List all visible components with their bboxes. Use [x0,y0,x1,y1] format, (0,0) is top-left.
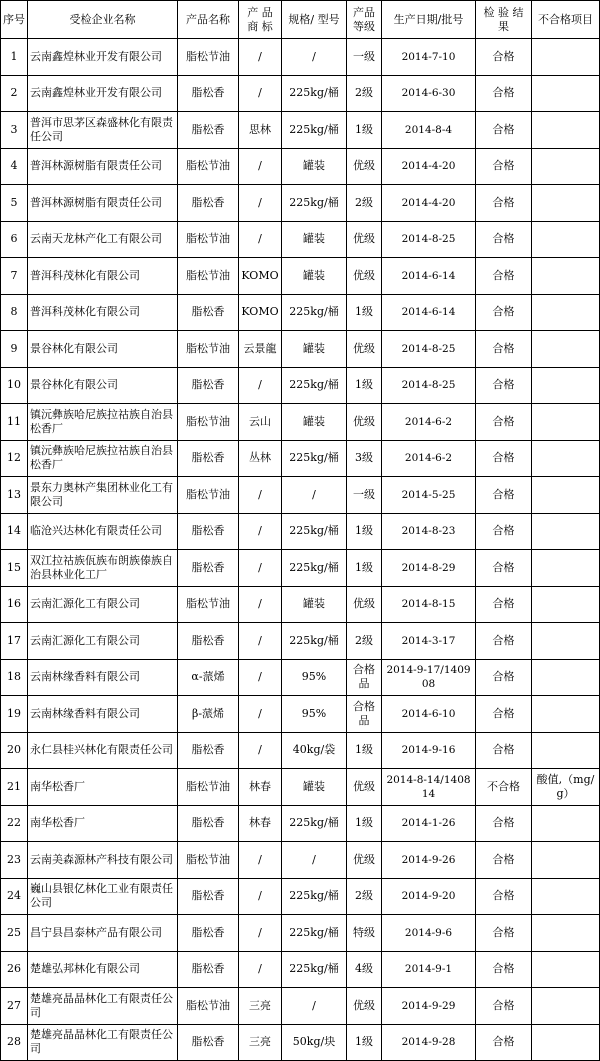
cell-company: 南华松香厂 [28,805,178,842]
cell-spec: 罐装 [282,769,347,806]
cell-brand: / [239,915,282,952]
cell-grade: 2级 [347,878,382,915]
cell-date: 2014-9-6 [382,915,476,952]
table-row [1,39,600,76]
cell-result: 合格 [476,696,532,733]
cell-product: 脂松香 [178,513,239,550]
cell-result: 合格 [476,294,532,331]
cell-brand: 三亮 [239,1024,282,1061]
cell-spec: 225kg/桶 [282,623,347,660]
cell-result: 合格 [476,221,532,258]
col-header-company: 受检企业名称 [28,1,178,39]
cell-company: 楚雄亮晶晶林化工有限责任公司 [28,1024,178,1061]
cell-company: 临沧兴达林化有限责任公司 [28,513,178,550]
cell-brand: KOMO [239,258,282,295]
cell-result: 合格 [476,623,532,660]
cell-no: 12 [1,440,28,477]
cell-brand: 思林 [239,112,282,149]
table-row [1,842,600,879]
cell-spec: 225kg/桶 [282,513,347,550]
cell-fail-items [532,586,600,623]
cell-product: 脂松节油 [178,331,239,368]
cell-product: 脂松香 [178,112,239,149]
cell-fail-items [532,550,600,587]
cell-fail-items [532,440,600,477]
cell-brand: / [239,39,282,76]
cell-brand: / [239,550,282,587]
cell-product: 脂松香 [178,805,239,842]
cell-no: 11 [1,404,28,441]
cell-company: 云南鑫煌林业开发有限公司 [28,39,178,76]
cell-fail-items [532,39,600,76]
cell-result: 合格 [476,915,532,952]
cell-no: 1 [1,39,28,76]
table-row [1,550,600,587]
cell-brand: 林春 [239,769,282,806]
cell-grade: 优级 [347,258,382,295]
table-row [1,732,600,769]
cell-company: 昌宁县昌泰林产品有限公司 [28,915,178,952]
cell-product: β-蒎烯 [178,696,239,733]
cell-fail-items: 酸值,（mg/g） [532,769,600,806]
cell-company: 巍山县银亿林化工业有限责任公司 [28,878,178,915]
cell-company: 镇沅彝族哈尼族拉祜族自治县松香厂 [28,440,178,477]
cell-date: 2014-8-23 [382,513,476,550]
cell-date: 2014-9-1 [382,951,476,988]
cell-company: 云南鑫煌林业开发有限公司 [28,75,178,112]
col-header-grade: 产品 等级 [347,1,382,39]
cell-result: 合格 [476,404,532,441]
cell-result: 合格 [476,185,532,222]
cell-company: 楚雄弘邦林化有限公司 [28,951,178,988]
cell-spec: / [282,39,347,76]
cell-fail-items [532,185,600,222]
cell-no: 5 [1,185,28,222]
cell-product: 脂松香 [178,878,239,915]
cell-company: 双江拉祜族佤族布朗族傣族自治县林业化工厂 [28,550,178,587]
cell-result: 合格 [476,367,532,404]
cell-brand: / [239,732,282,769]
table-row [1,75,600,112]
cell-product: 脂松节油 [178,404,239,441]
cell-fail-items [532,659,600,696]
cell-spec: 225kg/桶 [282,75,347,112]
cell-date: 2014-9-16 [382,732,476,769]
cell-result: 不合格 [476,769,532,806]
cell-brand: / [239,148,282,185]
cell-spec: 225kg/桶 [282,112,347,149]
cell-company: 云南天龙林产化工有限公司 [28,221,178,258]
cell-company: 云南汇源化工有限公司 [28,586,178,623]
cell-date: 2014-8-25 [382,221,476,258]
cell-fail-items [532,915,600,952]
cell-fail-items [532,951,600,988]
cell-product: 脂松香 [178,367,239,404]
cell-result: 合格 [476,148,532,185]
cell-date: 2014-9-26 [382,842,476,879]
cell-grade: 1级 [347,732,382,769]
cell-spec: / [282,477,347,514]
cell-date: 2014-9-28 [382,1024,476,1061]
cell-product: 脂松香 [178,440,239,477]
cell-no: 14 [1,513,28,550]
cell-no: 8 [1,294,28,331]
cell-date: 2014-6-14 [382,258,476,295]
cell-spec: 95% [282,696,347,733]
cell-brand: / [239,878,282,915]
cell-no: 7 [1,258,28,295]
cell-spec: 225kg/桶 [282,294,347,331]
cell-spec: 罐装 [282,221,347,258]
cell-spec: 95% [282,659,347,696]
cell-fail-items [532,331,600,368]
cell-no: 4 [1,148,28,185]
cell-no: 16 [1,586,28,623]
cell-company: 云南美森源林产科技有限公司 [28,842,178,879]
cell-fail-items [532,878,600,915]
cell-product: 脂松节油 [178,586,239,623]
cell-company: 景谷林化有限公司 [28,367,178,404]
cell-date: 2014-6-2 [382,440,476,477]
table-row [1,404,600,441]
cell-result: 合格 [476,586,532,623]
cell-product: 脂松节油 [178,842,239,879]
cell-company: 普洱科茂林化有限公司 [28,258,178,295]
cell-date: 2014-8-25 [382,331,476,368]
cell-result: 合格 [476,659,532,696]
cell-grade: 1级 [347,1024,382,1061]
cell-date: 2014-7-10 [382,39,476,76]
cell-grade: 一级 [347,477,382,514]
cell-result: 合格 [476,805,532,842]
cell-product: 脂松节油 [178,148,239,185]
cell-grade: 1级 [347,805,382,842]
cell-fail-items [532,75,600,112]
cell-spec: 50kg/块 [282,1024,347,1061]
cell-product: 脂松节油 [178,477,239,514]
table-row [1,769,600,806]
cell-grade: 优级 [347,221,382,258]
table-row [1,294,600,331]
cell-no: 3 [1,112,28,149]
cell-no: 2 [1,75,28,112]
cell-grade: 优级 [347,148,382,185]
cell-result: 合格 [476,75,532,112]
cell-no: 10 [1,367,28,404]
cell-spec: 225kg/桶 [282,805,347,842]
cell-result: 合格 [476,331,532,368]
cell-result: 合格 [476,732,532,769]
cell-fail-items [532,294,600,331]
cell-date: 2014-6-14 [382,294,476,331]
cell-fail-items [532,513,600,550]
cell-grade: 3级 [347,440,382,477]
cell-spec: 罐装 [282,404,347,441]
cell-no: 21 [1,769,28,806]
cell-spec: 罐装 [282,331,347,368]
cell-grade: 2级 [347,185,382,222]
table-row [1,367,600,404]
cell-company: 镇沅彝族哈尼族拉祜族自治县松香厂 [28,404,178,441]
cell-grade: 特级 [347,915,382,952]
col-header-fail-items: 不合格项目 [532,1,600,39]
cell-spec: 罐装 [282,258,347,295]
cell-grade: 合格品 [347,696,382,733]
cell-spec: 225kg/桶 [282,185,347,222]
cell-fail-items [532,258,600,295]
cell-no: 25 [1,915,28,952]
cell-grade: 优级 [347,331,382,368]
cell-brand: / [239,367,282,404]
cell-product: 脂松香 [178,185,239,222]
cell-no: 13 [1,477,28,514]
cell-grade: 1级 [347,550,382,587]
cell-product: 脂松节油 [178,39,239,76]
cell-no: 24 [1,878,28,915]
cell-company: 普洱林源树脂有限责任公司 [28,148,178,185]
cell-brand: / [239,842,282,879]
table-row [1,915,600,952]
cell-date: 2014-8-4 [382,112,476,149]
cell-fail-items [532,367,600,404]
table-row [1,623,600,660]
cell-result: 合格 [476,112,532,149]
col-header-no: 序号 [1,1,28,39]
cell-product: 脂松香 [178,732,239,769]
cell-no: 27 [1,988,28,1025]
cell-date: 2014-4-20 [382,185,476,222]
cell-product: 脂松香 [178,915,239,952]
cell-brand: KOMO [239,294,282,331]
cell-no: 17 [1,623,28,660]
cell-spec: 225kg/桶 [282,951,347,988]
cell-grade: 优级 [347,842,382,879]
cell-brand: / [239,623,282,660]
table-row [1,586,600,623]
cell-company: 楚雄亮晶晶林化工有限责任公司 [28,988,178,1025]
cell-date: 2014-8-29 [382,550,476,587]
cell-brand: 林春 [239,805,282,842]
cell-date: 2014-9-20 [382,878,476,915]
header-row [1,1,600,39]
cell-brand: / [239,75,282,112]
cell-product: 脂松节油 [178,988,239,1025]
cell-fail-items [532,732,600,769]
cell-no: 26 [1,951,28,988]
cell-no: 18 [1,659,28,696]
cell-brand: / [239,696,282,733]
cell-grade: 4级 [347,951,382,988]
col-header-product: 产品名称 [178,1,239,39]
cell-fail-items [532,148,600,185]
cell-grade: 优级 [347,769,382,806]
cell-company: 永仁县桂兴林化有限责任公司 [28,732,178,769]
cell-result: 合格 [476,842,532,879]
cell-company: 普洱科茂林化有限公司 [28,294,178,331]
table-row [1,440,600,477]
cell-spec: 225kg/桶 [282,440,347,477]
cell-grade: 合格品 [347,659,382,696]
cell-date: 2014-9-17/140908 [382,659,476,696]
cell-date: 2014-8-15 [382,586,476,623]
table-row [1,477,600,514]
cell-fail-items [532,404,600,441]
cell-result: 合格 [476,550,532,587]
table-row [1,221,600,258]
cell-grade: 1级 [347,294,382,331]
table-row [1,805,600,842]
cell-product: 脂松香 [178,951,239,988]
cell-date: 2014-6-2 [382,404,476,441]
cell-grade: 优级 [347,988,382,1025]
cell-product: α-蒎烯 [178,659,239,696]
cell-grade: 1级 [347,367,382,404]
cell-no: 9 [1,331,28,368]
cell-company: 普洱市思茅区森盛林化有限责任公司 [28,112,178,149]
cell-no: 22 [1,805,28,842]
cell-spec: 40kg/袋 [282,732,347,769]
cell-product: 脂松节油 [178,258,239,295]
table-row [1,878,600,915]
cell-spec: 225kg/桶 [282,550,347,587]
cell-no: 6 [1,221,28,258]
cell-date: 2014-8-25 [382,367,476,404]
cell-date: 2014-1-26 [382,805,476,842]
cell-result: 合格 [476,951,532,988]
cell-grade: 2级 [347,75,382,112]
cell-no: 23 [1,842,28,879]
cell-brand: / [239,951,282,988]
cell-result: 合格 [476,258,532,295]
cell-company: 景东力奥林产集团林业化工有限公司 [28,477,178,514]
cell-fail-items [532,1024,600,1061]
col-header-result: 检 验 结 果 [476,1,532,39]
cell-result: 合格 [476,988,532,1025]
cell-fail-items [532,988,600,1025]
cell-date: 2014-6-10 [382,696,476,733]
cell-brand: / [239,659,282,696]
cell-company: 云南林缘香料有限公司 [28,659,178,696]
cell-fail-items [532,221,600,258]
cell-fail-items [532,477,600,514]
table-row [1,951,600,988]
col-header-brand: 产 品 商 标 [239,1,282,39]
cell-result: 合格 [476,39,532,76]
table-row [1,659,600,696]
cell-date: 2014-9-29 [382,988,476,1025]
cell-product: 脂松香 [178,1024,239,1061]
cell-date: 2014-3-17 [382,623,476,660]
table-row [1,513,600,550]
table-row [1,696,600,733]
cell-no: 20 [1,732,28,769]
cell-company: 普洱林源树脂有限责任公司 [28,185,178,222]
cell-product: 脂松香 [178,623,239,660]
cell-company: 南华松香厂 [28,769,178,806]
cell-fail-items [532,112,600,149]
cell-brand: / [239,185,282,222]
table-row [1,988,600,1025]
cell-company: 景谷林化有限公司 [28,331,178,368]
cell-result: 合格 [476,477,532,514]
cell-brand: 三亮 [239,988,282,1025]
cell-brand: 云景龍 [239,331,282,368]
cell-spec: / [282,988,347,1025]
cell-result: 合格 [476,878,532,915]
cell-product: 脂松节油 [178,221,239,258]
cell-brand: / [239,586,282,623]
cell-no: 15 [1,550,28,587]
cell-grade: 一级 [347,39,382,76]
cell-grade: 2级 [347,623,382,660]
cell-date: 2014-5-25 [382,477,476,514]
cell-spec: 225kg/桶 [282,878,347,915]
cell-grade: 优级 [347,586,382,623]
table-row [1,112,600,149]
cell-spec: 罐装 [282,586,347,623]
table-row [1,1024,600,1061]
col-header-date: 生产日期/批号 [382,1,476,39]
cell-grade: 1级 [347,112,382,149]
cell-date: 2014-4-20 [382,148,476,185]
cell-no: 19 [1,696,28,733]
cell-result: 合格 [476,513,532,550]
cell-spec: 225kg/桶 [282,915,347,952]
cell-brand: / [239,221,282,258]
cell-spec: 225kg/桶 [282,367,347,404]
cell-result: 合格 [476,1024,532,1061]
cell-date: 2014-6-30 [382,75,476,112]
cell-brand: / [239,477,282,514]
cell-product: 脂松节油 [178,769,239,806]
col-header-spec: 规格/ 型号 [282,1,347,39]
cell-product: 脂松香 [178,550,239,587]
cell-fail-items [532,696,600,733]
cell-fail-items [532,805,600,842]
cell-grade: 优级 [347,404,382,441]
cell-spec: 罐装 [282,148,347,185]
cell-brand: 云山 [239,404,282,441]
cell-fail-items [532,842,600,879]
cell-product: 脂松香 [178,294,239,331]
cell-result: 合格 [476,440,532,477]
cell-no: 28 [1,1024,28,1061]
cell-product: 脂松香 [178,75,239,112]
cell-spec: / [282,842,347,879]
cell-brand: / [239,513,282,550]
cell-company: 云南汇源化工有限公司 [28,623,178,660]
table-row [1,148,600,185]
table-row [1,331,600,368]
cell-company: 云南林缘香料有限公司 [28,696,178,733]
cell-fail-items [532,623,600,660]
table-row [1,185,600,222]
cell-brand: 丛林 [239,440,282,477]
table-row [1,258,600,295]
cell-grade: 1级 [347,513,382,550]
cell-date: 2014-8-14/140814 [382,769,476,806]
